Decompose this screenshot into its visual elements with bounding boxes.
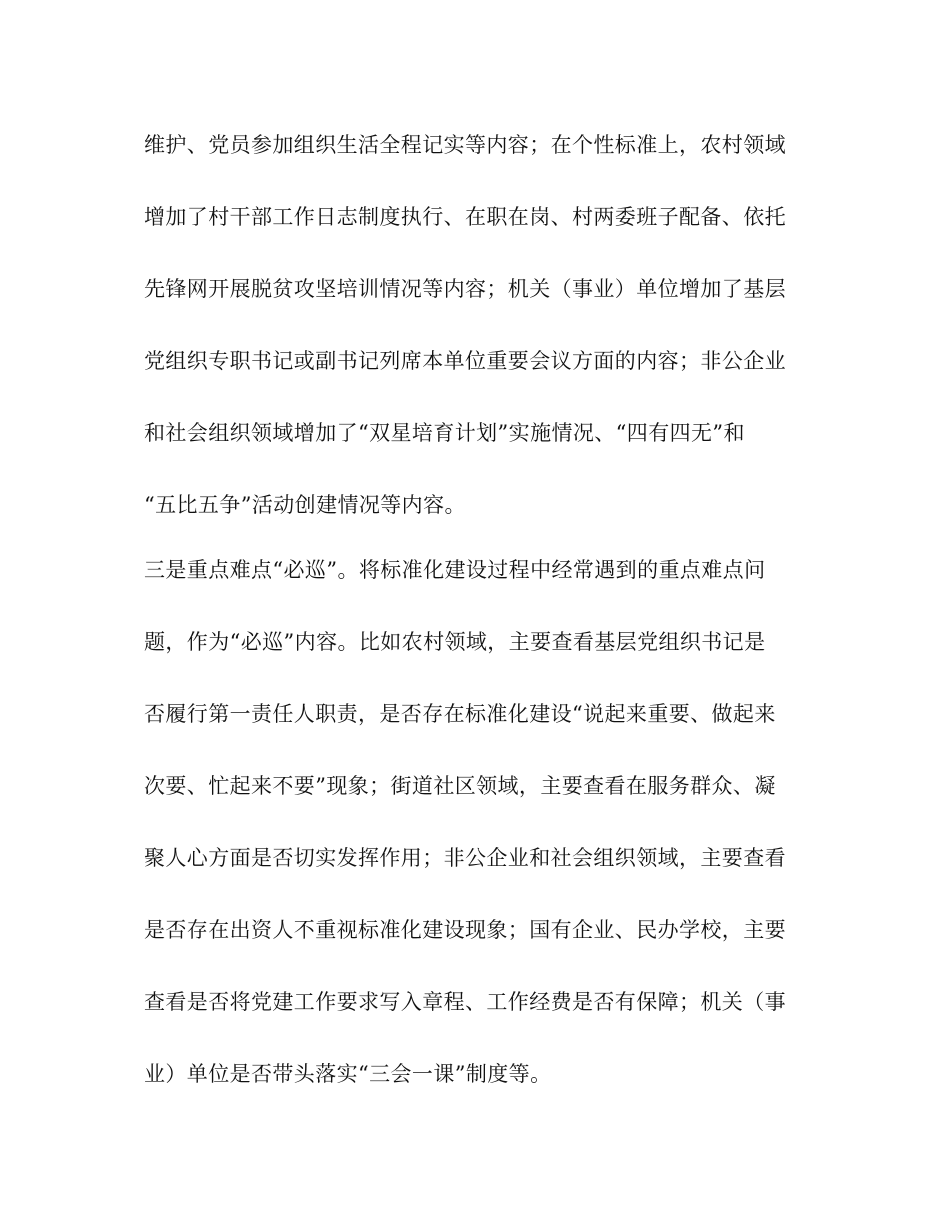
text-line-13: 查看是否将党建工作要求写入章程、工作经费是否有保障；机关（事: [144, 990, 786, 1014]
text-line-9: 否履行第一责任人职责，是否存在标准化建设“说起来重要、做起来: [144, 702, 776, 726]
text-line-4: 党组织专职书记或副书记列席本单位重要会议方面的内容；非公企业: [144, 349, 786, 373]
text-line-5: 和社会组织领域增加了“双星培育计划”实施情况、“四有四无”和: [144, 421, 745, 445]
text-line-2: 增加了村干部工作日志制度执行、在职在岗、村两委班子配备、依托: [144, 205, 786, 229]
text-line-11: 聚人心方面是否切实发挥作用；非公企业和社会组织领域，主要查看: [144, 846, 786, 870]
text-line-3: 先锋网开展脱贫攻坚培训情况等内容；机关（事业）单位增加了基层: [144, 277, 786, 301]
text-line-8: 题，作为“必巡”内容。比如农村领域，主要查看基层党组织书记是: [144, 630, 766, 654]
text-line-14: 业）单位是否带头落实“三会一课”制度等。: [144, 1062, 552, 1086]
text-line-1: 维护、党员参加组织生活全程记实等内容；在个性标准上，农村领域: [144, 133, 786, 157]
text-line-12: 是否存在出资人不重视标准化建设现象；国有企业、民办学校，主要: [144, 918, 786, 942]
text-line-6: “五比五争”活动创建情况等内容。: [144, 493, 466, 517]
text-line-10: 次要、忙起来不要”现象；街道社区领域，主要查看在服务群众、凝: [144, 774, 776, 798]
text-line-7: 三是重点难点“必巡”。将标准化建设过程中经常遇到的重点难点问: [144, 558, 766, 582]
